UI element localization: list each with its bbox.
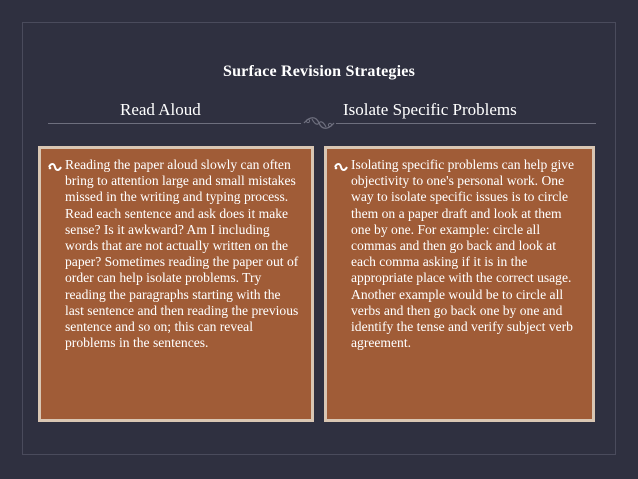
bullet-icon <box>334 157 348 351</box>
slide-title: Surface Revision Strategies <box>222 63 416 80</box>
read-aloud-panel <box>38 146 314 422</box>
isolate-problems-text: Isolating specific problems can help give objectivity to one's personal work. One way to isolate specific issues is to circle them on a paper draft and look at them one by one. For example: circle all commas and then go back and look at each comma asking if it is in the appropriate place with the correct usage. Another example would be to circle all verbs and then go back one by one and identify the tense and verify subject verb agreement. <box>351 157 575 351</box>
column-heading-read-aloud: Read Aloud <box>120 100 201 119</box>
list-item <box>48 157 299 351</box>
divider-line-left <box>48 123 301 124</box>
bullet-icon <box>48 157 62 351</box>
isolate-problems-panel <box>324 146 595 422</box>
divider-line-right <box>336 123 596 124</box>
scroll-ornament-icon <box>302 114 336 132</box>
list-item <box>334 157 580 351</box>
column-heading-isolate-problems: Isolate Specific Problems <box>343 100 517 119</box>
read-aloud-text: Reading the paper aloud slowly can often bring to attention large and small mistakes missed in the writing and typing process. Read each sentence and ask does it make sense? Is it awkward? Am I including words that are not actually written on the paper? Sometimes reading the paper out of order can help isolate problems. Try reading the paragraphs starting with the last sentence and then reading the previous sentence and so on; this can reveal problems in the sentences. <box>65 157 299 351</box>
